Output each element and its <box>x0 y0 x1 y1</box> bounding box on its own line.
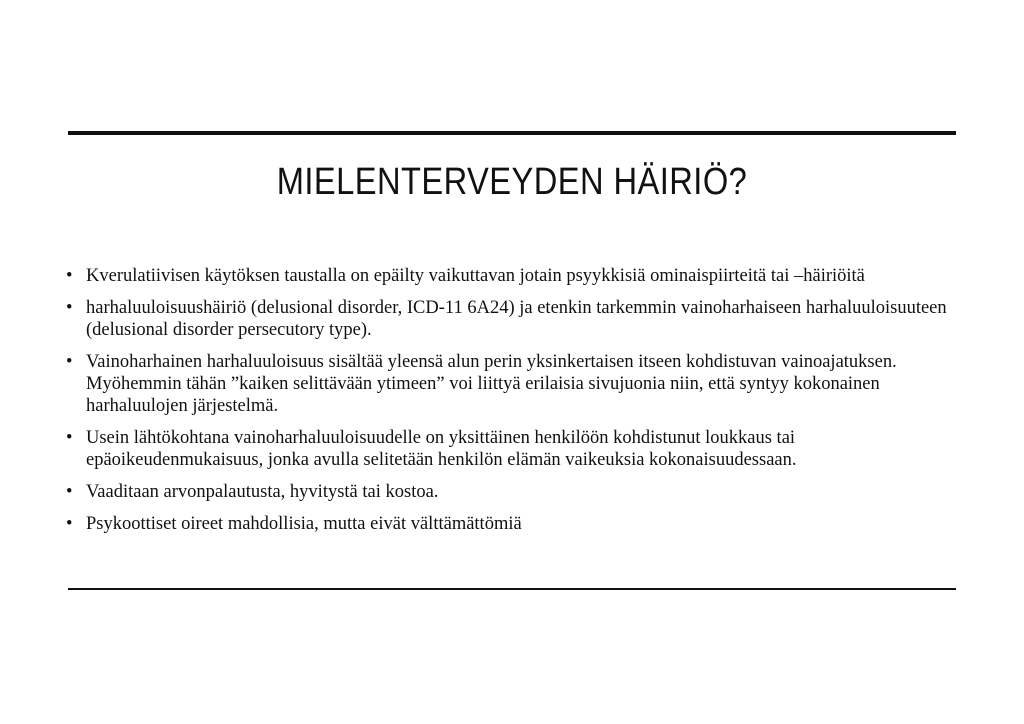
bullet-item <box>66 481 956 503</box>
bullet-item <box>66 427 956 471</box>
bullet-dot: • <box>66 514 73 534</box>
bullet-text: Kverulatiivisen käytöksen taustalla on epäilty vaikuttavan jotain psyykkisiä ominaispiirteitä tai –häiriöitä <box>86 266 865 286</box>
bullet-item <box>66 351 956 417</box>
bullet-dot: • <box>66 298 73 318</box>
top-divider <box>68 131 956 135</box>
bullet-text: harhaluuloisuushäiriö (delusional disorder, ICD-11 6A24) ja etenkin tarkemmin vainoharhaiseen harhaluuloisuuteen (delusional disorder persecutory type). <box>86 298 947 340</box>
slide-title: MIELENTERVEYDEN HÄIRIÖ? <box>276 161 748 203</box>
bottom-divider <box>68 588 956 590</box>
bullet-item <box>66 513 956 535</box>
bullet-text: Usein lähtökohtana vainoharhaluuloisuudelle on yksittäinen henkilöön kohdistunut loukkaus tai epäoikeudenmukaisuus, jonka avulla selitetään henkilön elämän vaikeuksia kokonaisuudessaan. <box>86 428 797 470</box>
bullet-dot: • <box>66 266 73 286</box>
bullet-text: Vaaditaan arvonpalautusta, hyvitystä tai kostoa. <box>86 482 439 502</box>
bullet-dot: • <box>66 482 73 502</box>
bullet-text: Vainoharhainen harhaluuloisuus sisältää yleensä alun perin yksinkertaisen itseen kohdistuvan vainoajatuksen. Myöhemmin tähän ”kaiken selittävään ytimeen” voi liittyä erilaisia sivujuonia niin, että syntyy kokonainen harhaluulojen järjestelmä. <box>86 352 897 416</box>
bullet-item <box>66 265 956 287</box>
bullet-text: Psykoottiset oireet mahdollisia, mutta eivät välttämättömiä <box>86 514 522 534</box>
bullet-dot: • <box>66 352 73 372</box>
bullet-item <box>66 297 956 341</box>
bullet-list <box>66 265 956 545</box>
bullet-dot: • <box>66 428 73 448</box>
